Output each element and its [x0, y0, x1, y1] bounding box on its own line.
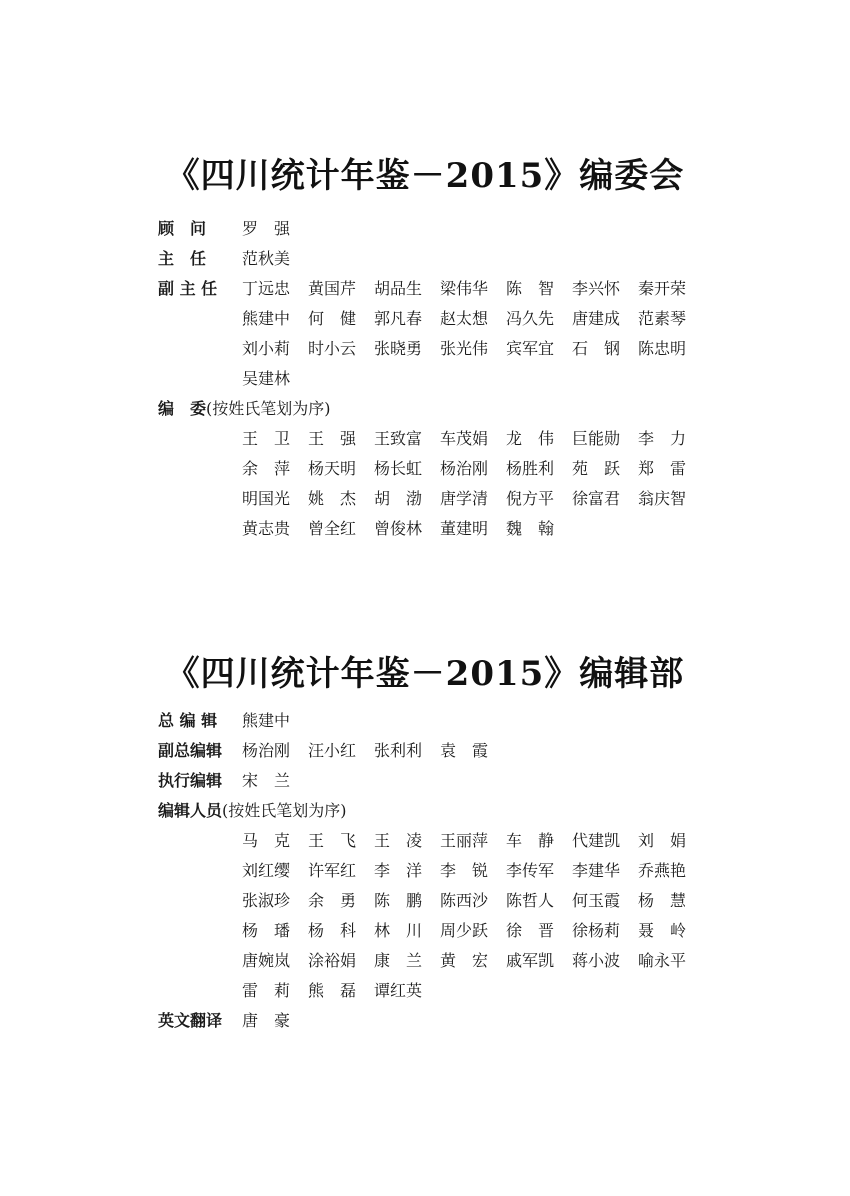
- editors-label-text: 编辑人员: [158, 801, 223, 820]
- person-name: 倪方平: [506, 489, 555, 508]
- person-name: 黄志贵: [242, 519, 291, 538]
- person-name: 唐婉岚: [242, 951, 291, 970]
- advisor-names: [242, 214, 308, 244]
- name-line: [242, 424, 704, 454]
- name-line: [242, 946, 704, 976]
- person-name: 谭红英: [374, 981, 423, 1000]
- name-line: [242, 886, 704, 916]
- person-name: 范素琴: [638, 309, 687, 328]
- person-name: 翁庆智: [638, 489, 687, 508]
- person-name: 余 勇: [308, 891, 357, 910]
- person-name: 曾全红: [308, 519, 357, 538]
- person-name: 马 克: [242, 831, 291, 850]
- person-name: 周少跃: [440, 921, 489, 940]
- person-name: 喻永平: [638, 951, 687, 970]
- person-name: 徐富君: [572, 489, 621, 508]
- person-name: 唐建成: [572, 309, 621, 328]
- person-name: 杨胜利: [506, 459, 555, 478]
- person-name: 徐 晋: [506, 921, 555, 940]
- person-name: 李兴怀: [572, 279, 621, 298]
- person-name: 杨 科: [308, 921, 357, 940]
- person-name: 丁远忠: [242, 279, 291, 298]
- name-line: [242, 274, 704, 304]
- person-name: 刘 娟: [638, 831, 687, 850]
- person-name: 陈西沙: [440, 891, 489, 910]
- name-line: [242, 364, 704, 394]
- person-name: 张晓勇: [374, 339, 423, 358]
- executive-editor-label: 执行编辑: [158, 771, 223, 790]
- person-name: 陈 智: [506, 279, 555, 298]
- person-name: 车 静: [506, 831, 555, 850]
- editorial-section: [0, 646, 850, 695]
- person-name: 巨能勋: [572, 429, 621, 448]
- person-name: 胡品生: [374, 279, 423, 298]
- person-name: 代建凯: [572, 831, 621, 850]
- editors-names: [242, 826, 704, 1006]
- editorial-title: 《四川统计年鉴－2015》编辑部: [165, 654, 685, 694]
- person-name: 董建明: [440, 519, 489, 538]
- name-line: [242, 514, 704, 544]
- editors-note: (按姓氏笔划为序): [222, 801, 347, 820]
- person-name: 黄 宏: [440, 951, 489, 970]
- person-name: 杨治刚: [440, 459, 489, 478]
- person-name: 黄国芹: [308, 279, 357, 298]
- person-name: 杨治刚: [242, 741, 291, 760]
- person-name: 龙 伟: [506, 429, 555, 448]
- person-name: 胡 渤: [374, 489, 423, 508]
- person-name: 秦开荣: [638, 279, 687, 298]
- person-name: 林 川: [374, 921, 423, 940]
- person-name: 石 钢: [572, 339, 621, 358]
- deputy-chief-editors-names: [242, 736, 506, 766]
- person-name: 宋 兰: [242, 771, 291, 790]
- person-name: 刘小莉: [242, 339, 291, 358]
- person-name: 张光伟: [440, 339, 489, 358]
- person-name: 王 强: [308, 429, 357, 448]
- director-names: [242, 244, 308, 274]
- members-note: (按姓氏笔划为序): [206, 399, 331, 418]
- person-name: 杨天明: [308, 459, 357, 478]
- person-name: 余 萍: [242, 459, 291, 478]
- person-name: 王 凌: [374, 831, 423, 850]
- person-name: 熊建中: [242, 711, 291, 730]
- members-label-text: 编 委: [158, 399, 207, 418]
- name-line: [242, 484, 704, 514]
- executive-editor-names: [242, 766, 308, 796]
- person-name: 李建华: [572, 861, 621, 880]
- director-label: 主 任: [158, 249, 207, 268]
- person-name: 李 锐: [440, 861, 489, 880]
- name-line: [242, 454, 704, 484]
- person-name: 陈 鹏: [374, 891, 423, 910]
- person-name: 梁伟华: [440, 279, 489, 298]
- person-name: 熊 磊: [308, 981, 357, 1000]
- person-name: 李 洋: [374, 861, 423, 880]
- person-name: 曾俊林: [374, 519, 423, 538]
- person-name: 王丽萍: [440, 831, 489, 850]
- person-name: 张淑珍: [242, 891, 291, 910]
- person-name: 王 卫: [242, 429, 291, 448]
- person-name: 冯久先: [506, 309, 555, 328]
- person-name: 车茂娟: [440, 429, 489, 448]
- person-name: 雷 莉: [242, 981, 291, 1000]
- person-name: 罗 强: [242, 219, 291, 238]
- person-name: 郭凡春: [374, 309, 423, 328]
- chief-editor-label: 总 编 辑: [158, 711, 218, 730]
- deputy-directors-names: [242, 274, 704, 394]
- translator-names: [242, 1006, 308, 1036]
- deputy-directors-label: 副 主 任: [158, 279, 218, 298]
- person-name: 杨 慧: [638, 891, 687, 910]
- editors-label: [158, 796, 398, 826]
- person-name: 宾军宜: [506, 339, 555, 358]
- name-line: [242, 916, 704, 946]
- name-line: [242, 304, 704, 334]
- person-name: 康 兰: [374, 951, 423, 970]
- person-name: 郑 雷: [638, 459, 687, 478]
- name-line: [242, 826, 704, 856]
- person-name: 袁 霞: [440, 741, 489, 760]
- person-name: 陈哲人: [506, 891, 555, 910]
- person-name: 姚 杰: [308, 489, 357, 508]
- person-name: 明国光: [242, 489, 291, 508]
- person-name: 吴建林: [242, 369, 291, 388]
- person-name: 唐学清: [440, 489, 489, 508]
- members-names: [242, 424, 704, 544]
- person-name: 刘红缨: [242, 861, 291, 880]
- person-name: 张利利: [374, 741, 423, 760]
- person-name: 时小云: [308, 339, 357, 358]
- person-name: 徐杨莉: [572, 921, 621, 940]
- person-name: 何 健: [308, 309, 357, 328]
- person-name: 魏 翰: [506, 519, 555, 538]
- name-line: [242, 976, 704, 1006]
- name-line: [242, 334, 704, 364]
- person-name: 苑 跃: [572, 459, 621, 478]
- person-name: 戚军凯: [506, 951, 555, 970]
- person-name: 李 力: [638, 429, 687, 448]
- person-name: 熊建中: [242, 309, 291, 328]
- person-name: 许军红: [308, 861, 357, 880]
- person-name: 陈忠明: [638, 339, 687, 358]
- person-name: 聂 岭: [638, 921, 687, 940]
- person-name: 王致富: [374, 429, 423, 448]
- name-line: [242, 856, 704, 886]
- person-name: 范秋美: [242, 249, 291, 268]
- person-name: 乔燕艳: [638, 861, 687, 880]
- chief-editor-names: [242, 706, 308, 736]
- person-name: 赵太想: [440, 309, 489, 328]
- person-name: 杨长虹: [374, 459, 423, 478]
- committee-title: 《四川统计年鉴－2015》编委会: [165, 156, 685, 196]
- committee-section: [0, 148, 850, 197]
- person-name: 唐 豪: [242, 1011, 291, 1030]
- person-name: 涂裕娟: [308, 951, 357, 970]
- deputy-chief-editors-label: 副总编辑: [158, 741, 223, 760]
- person-name: 王 飞: [308, 831, 357, 850]
- members-label: [158, 394, 398, 424]
- person-name: 李传军: [506, 861, 555, 880]
- person-name: 汪小红: [308, 741, 357, 760]
- advisor-label: 顾 问: [158, 219, 207, 238]
- person-name: 蒋小波: [572, 951, 621, 970]
- person-name: 杨 璠: [242, 921, 291, 940]
- person-name: 何玉霞: [572, 891, 621, 910]
- translator-label: 英文翻译: [158, 1011, 223, 1030]
